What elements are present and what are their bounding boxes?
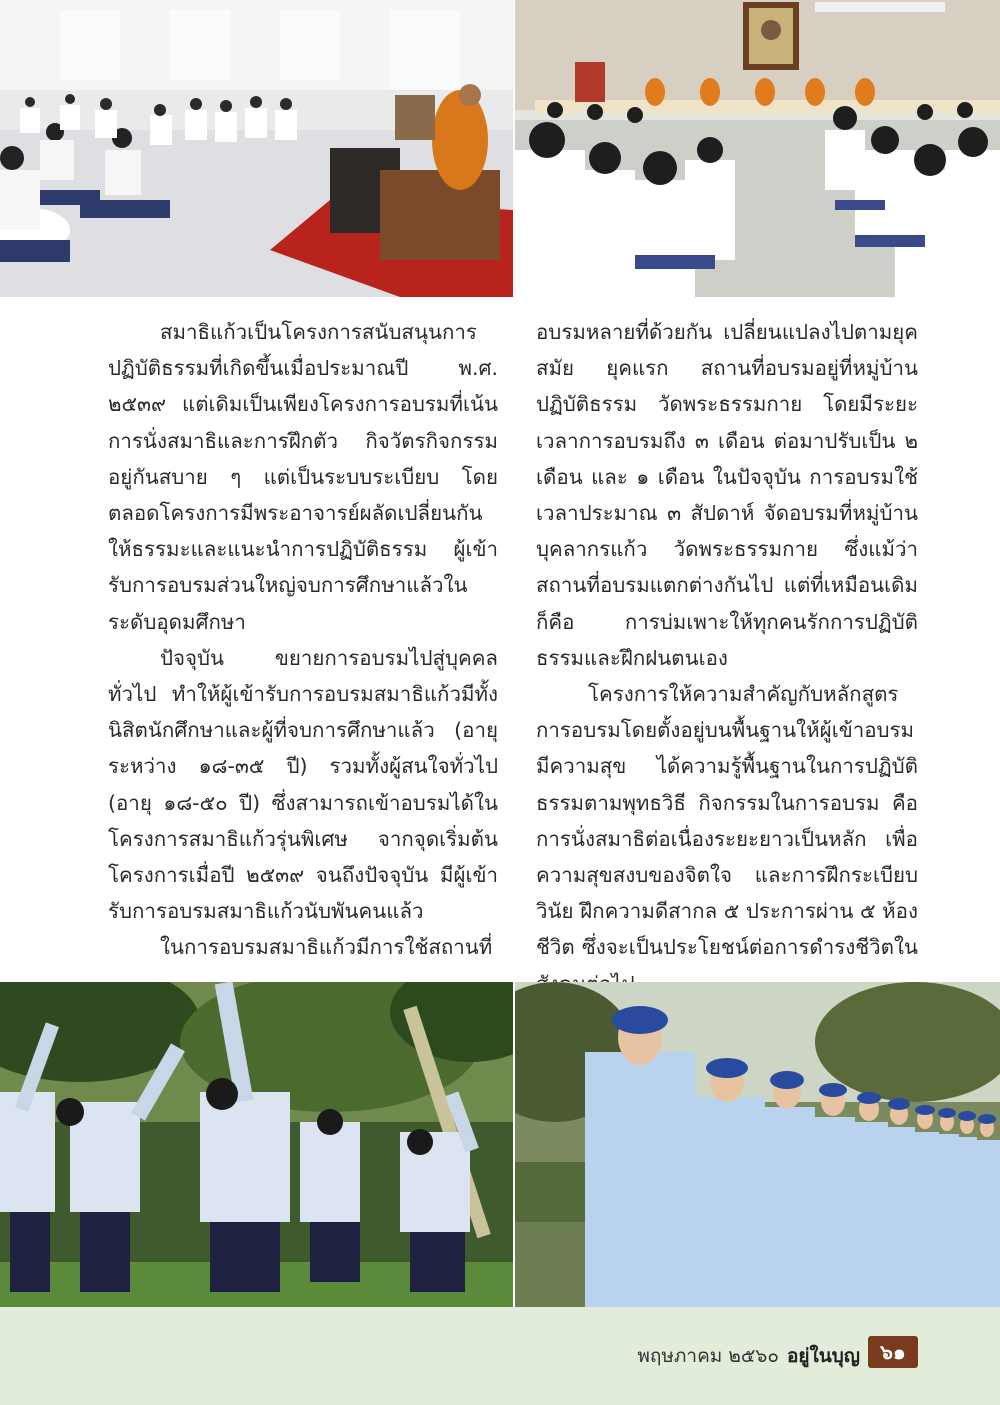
magazine-name: อยู่ในบุญ	[786, 1345, 860, 1367]
paragraph: ปัจจุบัน ขยายการอบรมไปสู่บุคคลทั่วไป ทำให้ผู้เข้ารับการอบรมสมาธิแก้วมีทั้งนิสิตนักศึกษาและผู้ที่จบการศึกษาแล้ว (อายุระหว่าง ๑๘-๓๕ ปี) รวมทั้งผู้สนใจทั่วไป (อายุ ๑๘-๕๐ ปี) ซึ่งสามารถเข้าอบรมได้ในโครงการสมาธิแก้วรุ่นพิเศษ จากจุดเริ่มต้นโครงการเมื่อปี ๒๕๓๙ จนถึงปัจจุบัน มีผู้เข้ารับการอบรมสมาธิแก้วนับพันคนแล้ว	[108, 645, 498, 924]
paragraph: โครงการให้ความสำคัญกับหลักสูตรการอบรมโดยตั้งอยู่บนพื้นฐานให้ผู้เข้าอบรมมีความสุข ได้ความรู้พื้นฐานในการปฏิบัติธรรมตามพุทธวิธี กิจกรรมในการอบรม คือ การนั่งสมาธิต่อเนื่องระยะยาวเป็นหลัก เพื่อความสุขสงบของจิตใจ และการฝึกระเบียบวินัย ฝึกความดีสากล ๕ ประการผ่าน ๕ ห้องชีวิต ซึ่งจะเป็นประโยชน์ต่อการดำรงชีวิตใน	[536, 682, 918, 960]
paragraph: ในการอบรมสมาธิแก้วมีการใช้สถานที่	[160, 935, 493, 960]
photo-hall-monks-stage	[515, 0, 1000, 297]
text-column-left	[108, 314, 498, 966]
photo-meditation-hall-monk	[0, 0, 513, 297]
photo-participants-blue-caps	[515, 982, 1000, 1307]
footer-issue-line	[637, 1341, 860, 1371]
photo-outdoor-exercise	[0, 982, 513, 1307]
issue-date: พฤษภาคม ๒๕๖๐	[637, 1345, 779, 1367]
paragraph: อบรมหลายที่ด้วยกัน เปลี่ยนแปลงไปตามยุคสมัย ยุคแรก สถานที่อบรมอยู่ที่หมู่บ้านปฏิบัติธรรม วัดพระธรรมกาย โดยมีระยะเวลาการอบรมถึง ๓ เดือน ต่อมาปรับเป็น ๒ เดือน และ ๑ เดือน ในปัจจุบัน การอบรมใช้เวลาประมาณ ๓ สัปดาห์ จัดอบรมที่หมู่บ้านบุคลากรแก้ว วัดพระธรรมกาย ซึ่งแม้ว่าสถานที่อบรมแตกต่างกันไป แต่ที่เหมือนเดิมก็คือ การบ่มเพาะให้ทุกคนรักการปฏิบัติธรรมและฝึกฝนตนเอง	[536, 320, 918, 670]
text-column-right	[536, 314, 918, 1002]
page-number: ๖๑	[868, 1336, 918, 1368]
paragraph: สมาธิแก้วเป็นโครงการสนับสนุนการปฏิบัติธรรมที่เกิดขึ้นเมื่อประมาณปี พ.ศ. ๒๕๓๙ แต่เดิมเป็นเพียงโครงการอบรมที่เน้นการนั่งสมาธิและการฝึกตัว กิจวัตรกิจกรรมอยู่กันสบาย ๆ แต่เป็นระบบระเบียบ โดยตลอดโครงการมีพระอาจารย์ผลัดเปลี่ยนกันให้ธรรมะและแนะนำการปฏิบัติธรรม ผู้เข้ารับการอบรมส่วนใหญ่จบการศึกษาแล้วในระดับอุดมศึกษา	[108, 320, 498, 634]
